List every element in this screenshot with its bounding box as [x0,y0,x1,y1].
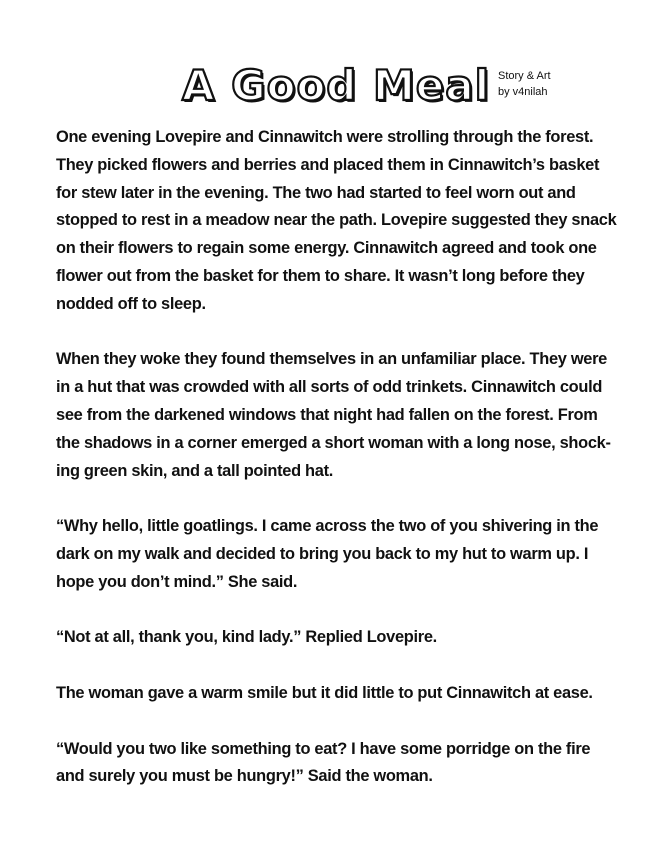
credit-story-art: Story & Art [498,70,551,82]
paragraph: When they woke they found themselves in an unfamiliar place. They were in a hut that was crowded with all sorts of odd trinkets. Cinnawitch could see from the darkened windows that night had fallen on the forest. From the shadows in a corner emerged a short woman with a long nose, shock-ing green skin, and a tall pointed hat. [56,350,611,480]
credit-author: by v4nilah [498,86,548,98]
paragraph: “Not at all, thank you, kind lady.” Replied Lovepire. [56,628,437,647]
paragraph: “Would you two like something to eat? I have some porridge on the fire and surely you must be hungry!” Said the woman. [56,739,591,786]
story-credits [498,68,551,100]
story-title: A Good Meal [182,61,491,110]
paragraph: One evening Lovepire and Cinnawitch were strolling through the forest. They picked flowers and berries and placed them in Cinnawitch’s basket for stew later in the evening. The two had started to feel worn out and stopped to rest in a meadow near the path. Lovepire suggested they snack on their flowers to regain some energy. Cinnawitch agreed and took one flower out from the basket for them to share. It wasn’t long before they nodded off to sleep. [56,128,617,313]
story-body [56,124,622,791]
paragraph: “Why hello, little goatlings. I came across the two of you shivering in the dark on my walk and decided to bring you back to my hut to warm up. I hope you don’t mind.” She said. [56,517,599,591]
story-header [0,60,660,120]
paragraph: The woman gave a warm smile but it did little to put Cinnawitch at ease. [56,683,593,702]
